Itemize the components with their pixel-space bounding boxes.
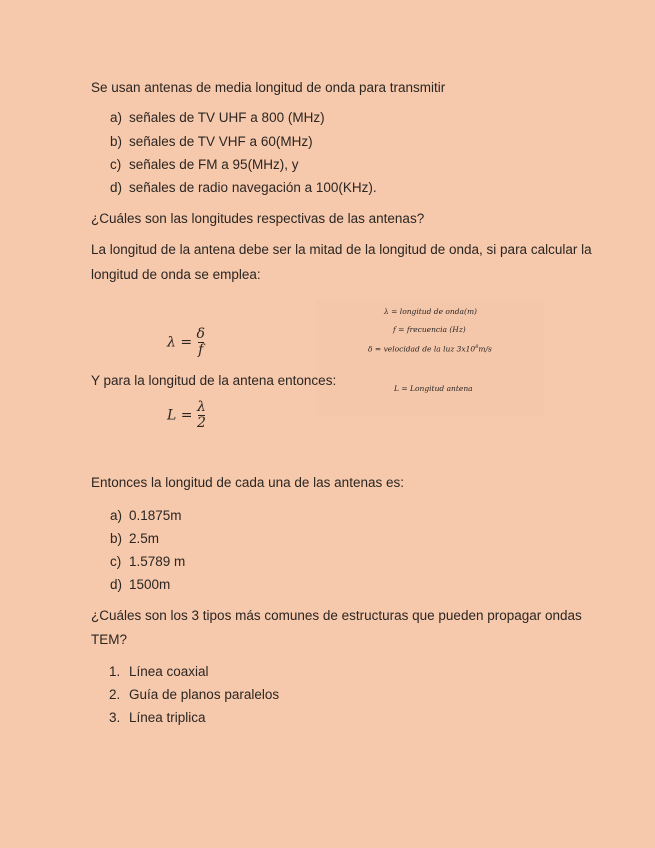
answer-b [110,531,159,546]
list-text: 2.5m [129,531,160,546]
option-a [110,110,325,125]
formula-denominator: 2 [196,415,206,431]
intro-text: Se usan antenas de media longitud de onda para transmitir [91,80,446,95]
list-marker: a) [110,110,123,125]
structure-2 [109,687,279,702]
option-c [110,157,299,172]
answer-a [110,508,182,523]
formula-antenna-length [167,400,206,431]
list-text: 1.5789 m [129,554,186,569]
legend-box [316,300,544,416]
list-marker: 2. [109,687,121,702]
list-marker: b) [110,531,123,546]
answers-intro: Entonces la longitud de cada una de las antenas es: [91,475,404,490]
structure-3 [109,710,206,725]
legend-delta-unit: m/s [478,344,492,354]
antenna-length-text: Y para la longitud de la antena entonces: [91,373,337,388]
list-marker: d) [110,180,123,195]
list-marker: b) [110,134,123,149]
formula-lhs: λ = [167,334,193,351]
formula-lhs: L = [167,407,193,424]
list-text: señales de TV UHF a 800 (MHz) [129,110,325,125]
list-marker: c) [110,554,122,569]
list-text: Línea triplica [129,710,206,725]
legend-delta-text: δ = velocidad de la luz 3x10 [368,344,476,354]
question-2-line-2: TEM? [91,632,128,647]
list-marker: d) [110,577,123,592]
legend-delta-exponent: 8 [475,344,479,350]
formula-numerator: λ [196,399,206,415]
list-text: 0.1875m [129,508,182,523]
formula-denominator: f [198,342,204,358]
formula-wavelength [167,327,205,358]
formula-fraction [197,400,206,431]
formula-numerator: δ [196,326,205,342]
explanation-line-1: La longitud de la antena debe ser la mitad de la longitud de onda, si para calcular la [91,242,592,257]
legend-delta [368,344,492,354]
legend-lambda: λ = longitud de onda(m) [384,307,477,316]
list-text: Guía de planos paralelos [129,687,280,702]
list-marker: c) [110,157,122,172]
answer-c [110,554,185,569]
formula-fraction [197,327,205,358]
list-text: señales de FM a 95(MHz), y [129,157,299,172]
structure-1 [109,664,209,679]
list-text: señales de TV VHF a 60(MHz) [129,134,313,149]
list-marker: 3. [109,710,121,725]
answer-d [110,577,170,592]
option-d [110,180,377,195]
list-text: Línea coaxial [129,664,209,679]
legend-antenna-length: L = Longitud antena [394,384,473,393]
list-text: señales de radio navegación a 100(KHz). [129,180,377,195]
option-b [110,134,313,149]
question-1: ¿Cuáles son las longitudes respectivas de las antenas? [91,211,425,226]
legend-frequency: f = frecuencia (Hz) [393,325,466,334]
question-2-line-1: ¿Cuáles son los 3 tipos más comunes de estructuras que pueden propagar ondas [91,608,582,623]
list-text: 1500m [129,577,171,592]
explanation-line-2: longitud de onda se emplea: [91,267,261,282]
list-marker: a) [110,508,123,523]
list-marker: 1. [109,664,121,679]
